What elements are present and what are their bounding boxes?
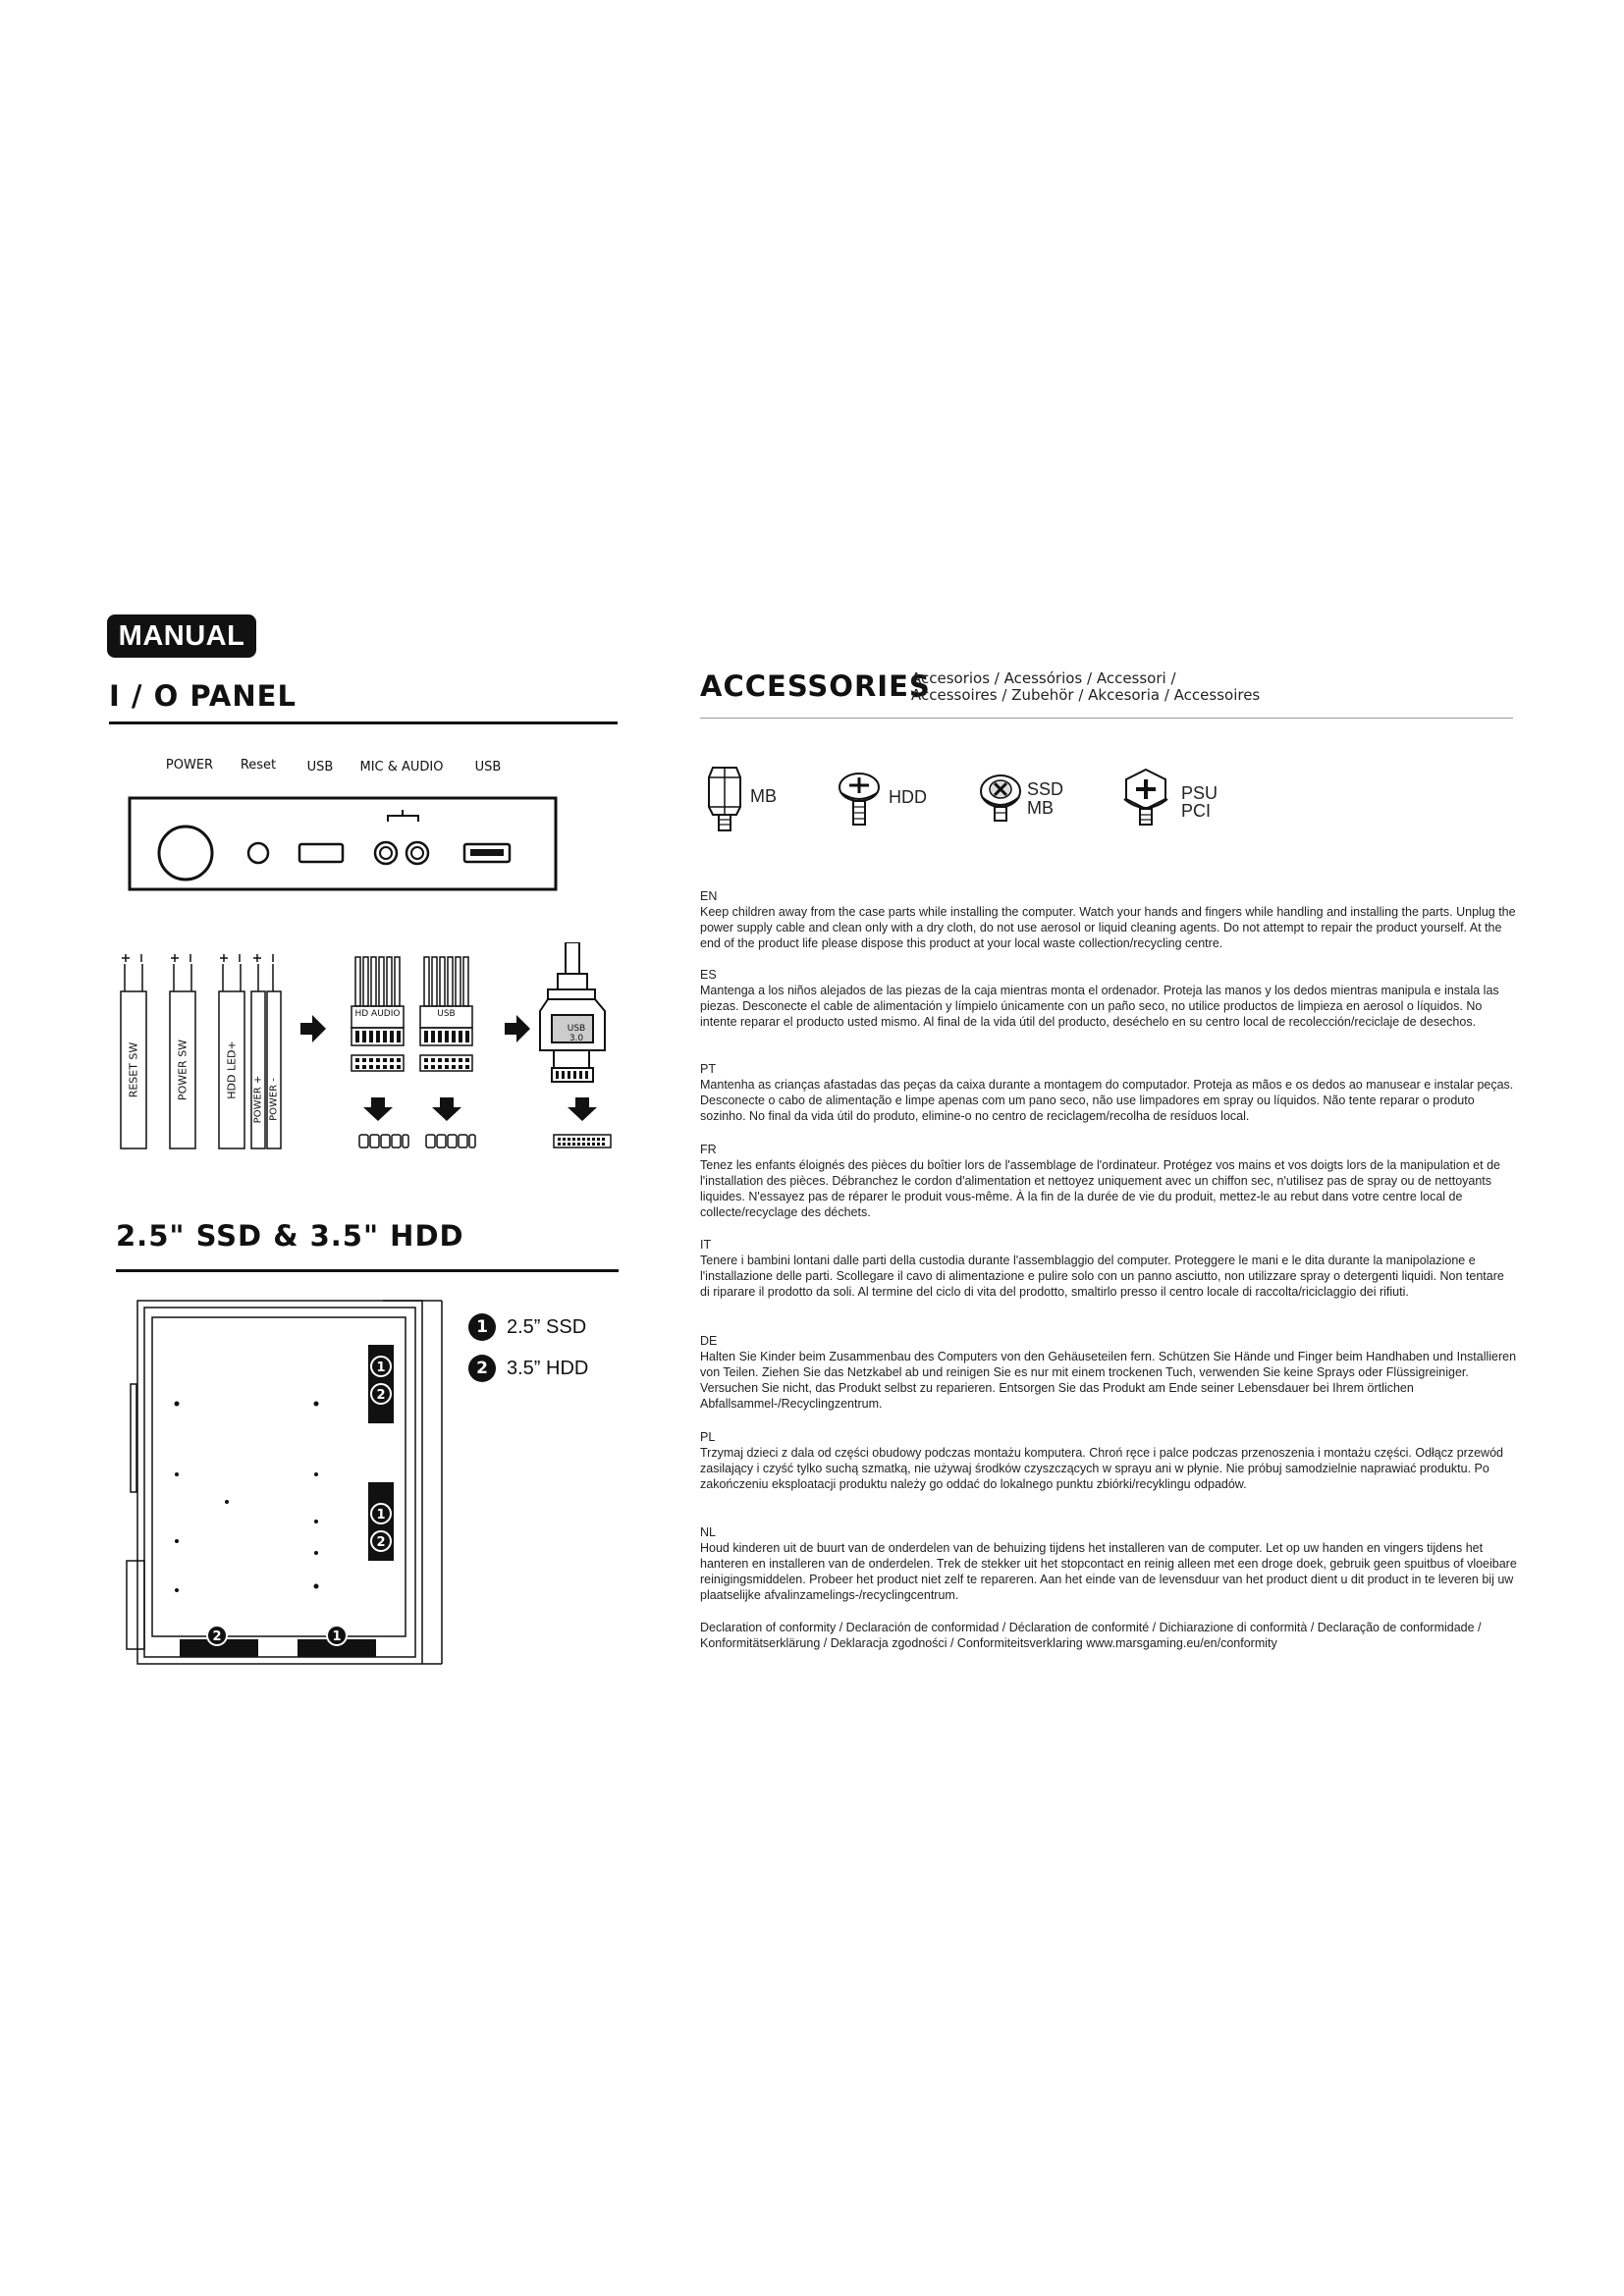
accessory-mb-label: MB	[750, 786, 777, 806]
power-button-icon	[159, 827, 212, 880]
lang-text: Mantenha as crianças afastadas das peças da caixa durante a montagem do computador. Proteja as mãos e os dedos ao manusear e instalar peças. Desconecte o cabo de alimentação e limpe apenas com um pano seco, não use limpadores em spray ou líquidos. Não tente reparar o produto sozinho. No final da vida útil do produto, elimine-o no centro de reciclagem/recolha de resíduos local.	[700, 1078, 1514, 1123]
lang-block-nl	[700, 1524, 1517, 1603]
legend-hdd-label: 3.5” HDD	[507, 1358, 589, 1379]
lang-block-it	[700, 1237, 1517, 1300]
lang-text: Mantenga a los niños alejados de las piezas de la caja mientras monta el ordenador. Proteja las manos y los dedos mientras manipula e instala las piezas. Desconecte el cable de alimentación y límpielo únicamente con un paño seco, no utilice productos de limpieza en aerosol o líquidos. No intente reparar el producto usted mismo. Al final de la vida útil del producto, deséchelo en su centro local de recolección/reciclaje de desechos.	[700, 984, 1499, 1029]
port-label-power: POWER	[165, 758, 214, 773]
svg-text:1: 1	[376, 1361, 386, 1375]
lang-text: Houd kinderen uit de buurt van de onderdelen van de behuizing tijdens het installeren van de computer. Let op uw handen en vingers tijdens het hanteren en installeren van de onderdelen. Trek de stekker uit het stopcontact en reinig alleen met een droge doek, gebruik geen spuitbus of vloeibare reinigingsmiddelen. Probeer het product niet zelf te repareren. Aan het einde van de levensduur van het product dient u dit product in te leveren bij uw plaatselijke afvalinzamelings-/recyclingcentrum.	[700, 1541, 1517, 1602]
port-label-reset: Reset	[240, 758, 277, 773]
accessory-psu-label: PSU	[1181, 783, 1218, 803]
lang-code: PL	[700, 1430, 716, 1444]
cable-label-power-sw: POWER SW	[176, 1039, 189, 1101]
accessories-title: ACCESSORIES	[700, 669, 931, 703]
cable-label-power-minus: POWER -	[268, 1078, 280, 1121]
right-arrow-icon	[300, 1015, 326, 1042]
svg-text:1: 1	[376, 1508, 386, 1522]
drives-rule	[116, 1269, 619, 1272]
lang-block-pl	[700, 1429, 1517, 1492]
lang-text: Tenere i bambini lontani dalle parti della custodia durante l'assemblaggio del computer. Proteggere le mani e le dita durante la manipolazione e l'installazione delle parti. Scollegare il cavo di alimentazione e pulire solo con un panno asciutto, non utilizzare spray o detergenti liquidi. Non tentare di riparare il prodotto da soli. Al termine del ciclo di vita del prodotto, smaltirlo presso il centro locale di raccolta/riciclaggio dei rifiuti.	[700, 1254, 1504, 1299]
manual-badge: MANUAL	[107, 614, 256, 658]
port-label-mic-audio: MIC & AUDIO	[359, 760, 444, 774]
standoff-screw-icon	[705, 766, 744, 834]
svg-text:2: 2	[376, 1388, 386, 1403]
down-arrow-icon	[363, 1097, 393, 1121]
usb-port-icon	[299, 844, 343, 862]
conformity-text	[700, 1620, 1517, 1651]
accessory-ssd-label: SSD	[1027, 779, 1064, 799]
port-label-usb-2: USB	[474, 760, 502, 774]
connectors-diagram	[295, 942, 628, 1168]
lang-code: DE	[700, 1334, 718, 1348]
legend-ssd-label: 2.5” SSD	[507, 1316, 587, 1338]
lang-text: Keep children away from the case parts while installing the computer. Watch your hands and fingers while handling and installing the parts. Unplug the power supply cable and clean only with a dry cloth, do not use aerosol or liquid cleaning agents. Do not attempt to repair the product yourself. At the end of the product life please dispose this product at your local waste collection/recycling centre.	[700, 905, 1516, 950]
lang-text: Tenez les enfants éloignés des pièces du boîtier lors de l'assemblage de l'ordinateur. Protégez vos mains et vos doigts lors de la manipulation et de l'installation des pièces. Débranchez le cordon d'alimentation et nettoyez uniquement avec un chiffon sec, n'utilisez pas de spray ou de nettoyants liquides. N'essayez pas de réparer le produit vous-même. À la fin de la durée de vie du produit, mettez-le au rebut dans votre centre local de collecte/recyclage des déchets.	[700, 1158, 1500, 1219]
lang-block-fr	[700, 1142, 1517, 1220]
lang-code: IT	[700, 1238, 712, 1252]
accessories-subtitle-1: Accesorios / Acessórios / Accessori /	[911, 669, 1176, 687]
io-panel-rule	[109, 721, 618, 724]
accessory-pci-label: PCI	[1181, 801, 1212, 821]
accessory-mb2-label: MB	[1027, 798, 1054, 818]
ssd-mb-screw-icon	[978, 774, 1023, 825]
hdd-screw-icon	[837, 772, 882, 828]
conformity-line: Declaration of conformity / Declaración de conformidad / Déclaration de conformité / Dichiarazione di conformità / Declaração de conformidade / Konformitätserklärung / Deklaracja zgodności / Conformiteitsverklaring www.marsgaming.eu/en/conformity	[700, 1621, 1482, 1650]
lang-code: EN	[700, 889, 718, 903]
reset-button-icon	[248, 843, 268, 863]
psu-pci-screw-icon	[1120, 768, 1171, 828]
lang-block-pt	[700, 1061, 1517, 1124]
lang-block-es	[700, 967, 1517, 1030]
svg-text:1: 1	[332, 1629, 342, 1644]
lang-text: Trzymaj dzieci z dala od części obudowy podczas montażu komputera. Chroń ręce i palce podczas przenoszenia i montażu części. Odłącz przewód zasilający i czyść tylko suchą szmatką, nie używaj środków czyszczących w sprayu ani w płynie. Nie próbuj samodzielnie naprawiać produktu. Po zakończeniu eksploatacji produktu należy go oddać do lokalnego punktu zbiórki/recyklingu odpadów.	[700, 1446, 1503, 1491]
right-arrow-icon-2	[505, 1015, 530, 1042]
cable-label-power-plus: POWER +	[252, 1075, 264, 1124]
lang-block-de	[700, 1333, 1517, 1412]
lang-block-en	[700, 888, 1517, 951]
accessories-subtitle-2: Accessoires / Zubehör / Akcesoria / Accessoires	[911, 686, 1261, 704]
lang-code: FR	[700, 1143, 717, 1156]
chassis-diagram	[123, 1296, 457, 1669]
port-label-usb: USB	[306, 760, 334, 774]
legend-num-2: 2	[476, 1359, 488, 1378]
connector-label-usb: USB	[437, 1009, 456, 1019]
legend-num-1: 1	[476, 1317, 488, 1337]
lang-text: Halten Sie Kinder beim Zusammenbau des Computers von den Gehäuseteilen fern. Schützen Sie Hände und Finger beim Handhaben und Installieren von Teilen. Ziehen Sie das Netzkabel ab und reinigen Sie es nur mit einem trockenen Tuch, verwenden Sie keine Sprays oder Flüssigreiniger. Versuchen Sie nicht, das Produkt selbst zu reparieren. Entsorgen Sie das Produkt am Ende seiner Lebensdauer bei Ihrem örtlichen Abfallsammel-/Recyclingzentrum.	[700, 1350, 1517, 1411]
cable-label-reset-sw: RESET SW	[127, 1041, 140, 1098]
mic-jack-icon	[375, 842, 397, 864]
down-arrow-icon-3	[568, 1097, 597, 1121]
accessories-rule	[700, 718, 1513, 719]
svg-text:2: 2	[212, 1629, 222, 1644]
cable-label-hdd-led: HDD LED+	[225, 1041, 239, 1099]
svg-text:2: 2	[376, 1535, 386, 1550]
down-arrow-icon-2	[432, 1097, 461, 1121]
lang-code: NL	[700, 1525, 716, 1539]
lang-code: ES	[700, 968, 717, 982]
connector-label-usb3: USB 3.0	[567, 1024, 586, 1043]
io-panel-title: I / O PANEL	[109, 679, 297, 713]
lang-code: PT	[700, 1062, 716, 1076]
connector-label-hd-audio: HD AUDIO	[354, 1009, 401, 1019]
drives-title: 2.5" SSD & 3.5" HDD	[116, 1219, 464, 1253]
accessory-hdd-label: HDD	[889, 787, 927, 807]
audio-jack-icon	[406, 842, 428, 864]
